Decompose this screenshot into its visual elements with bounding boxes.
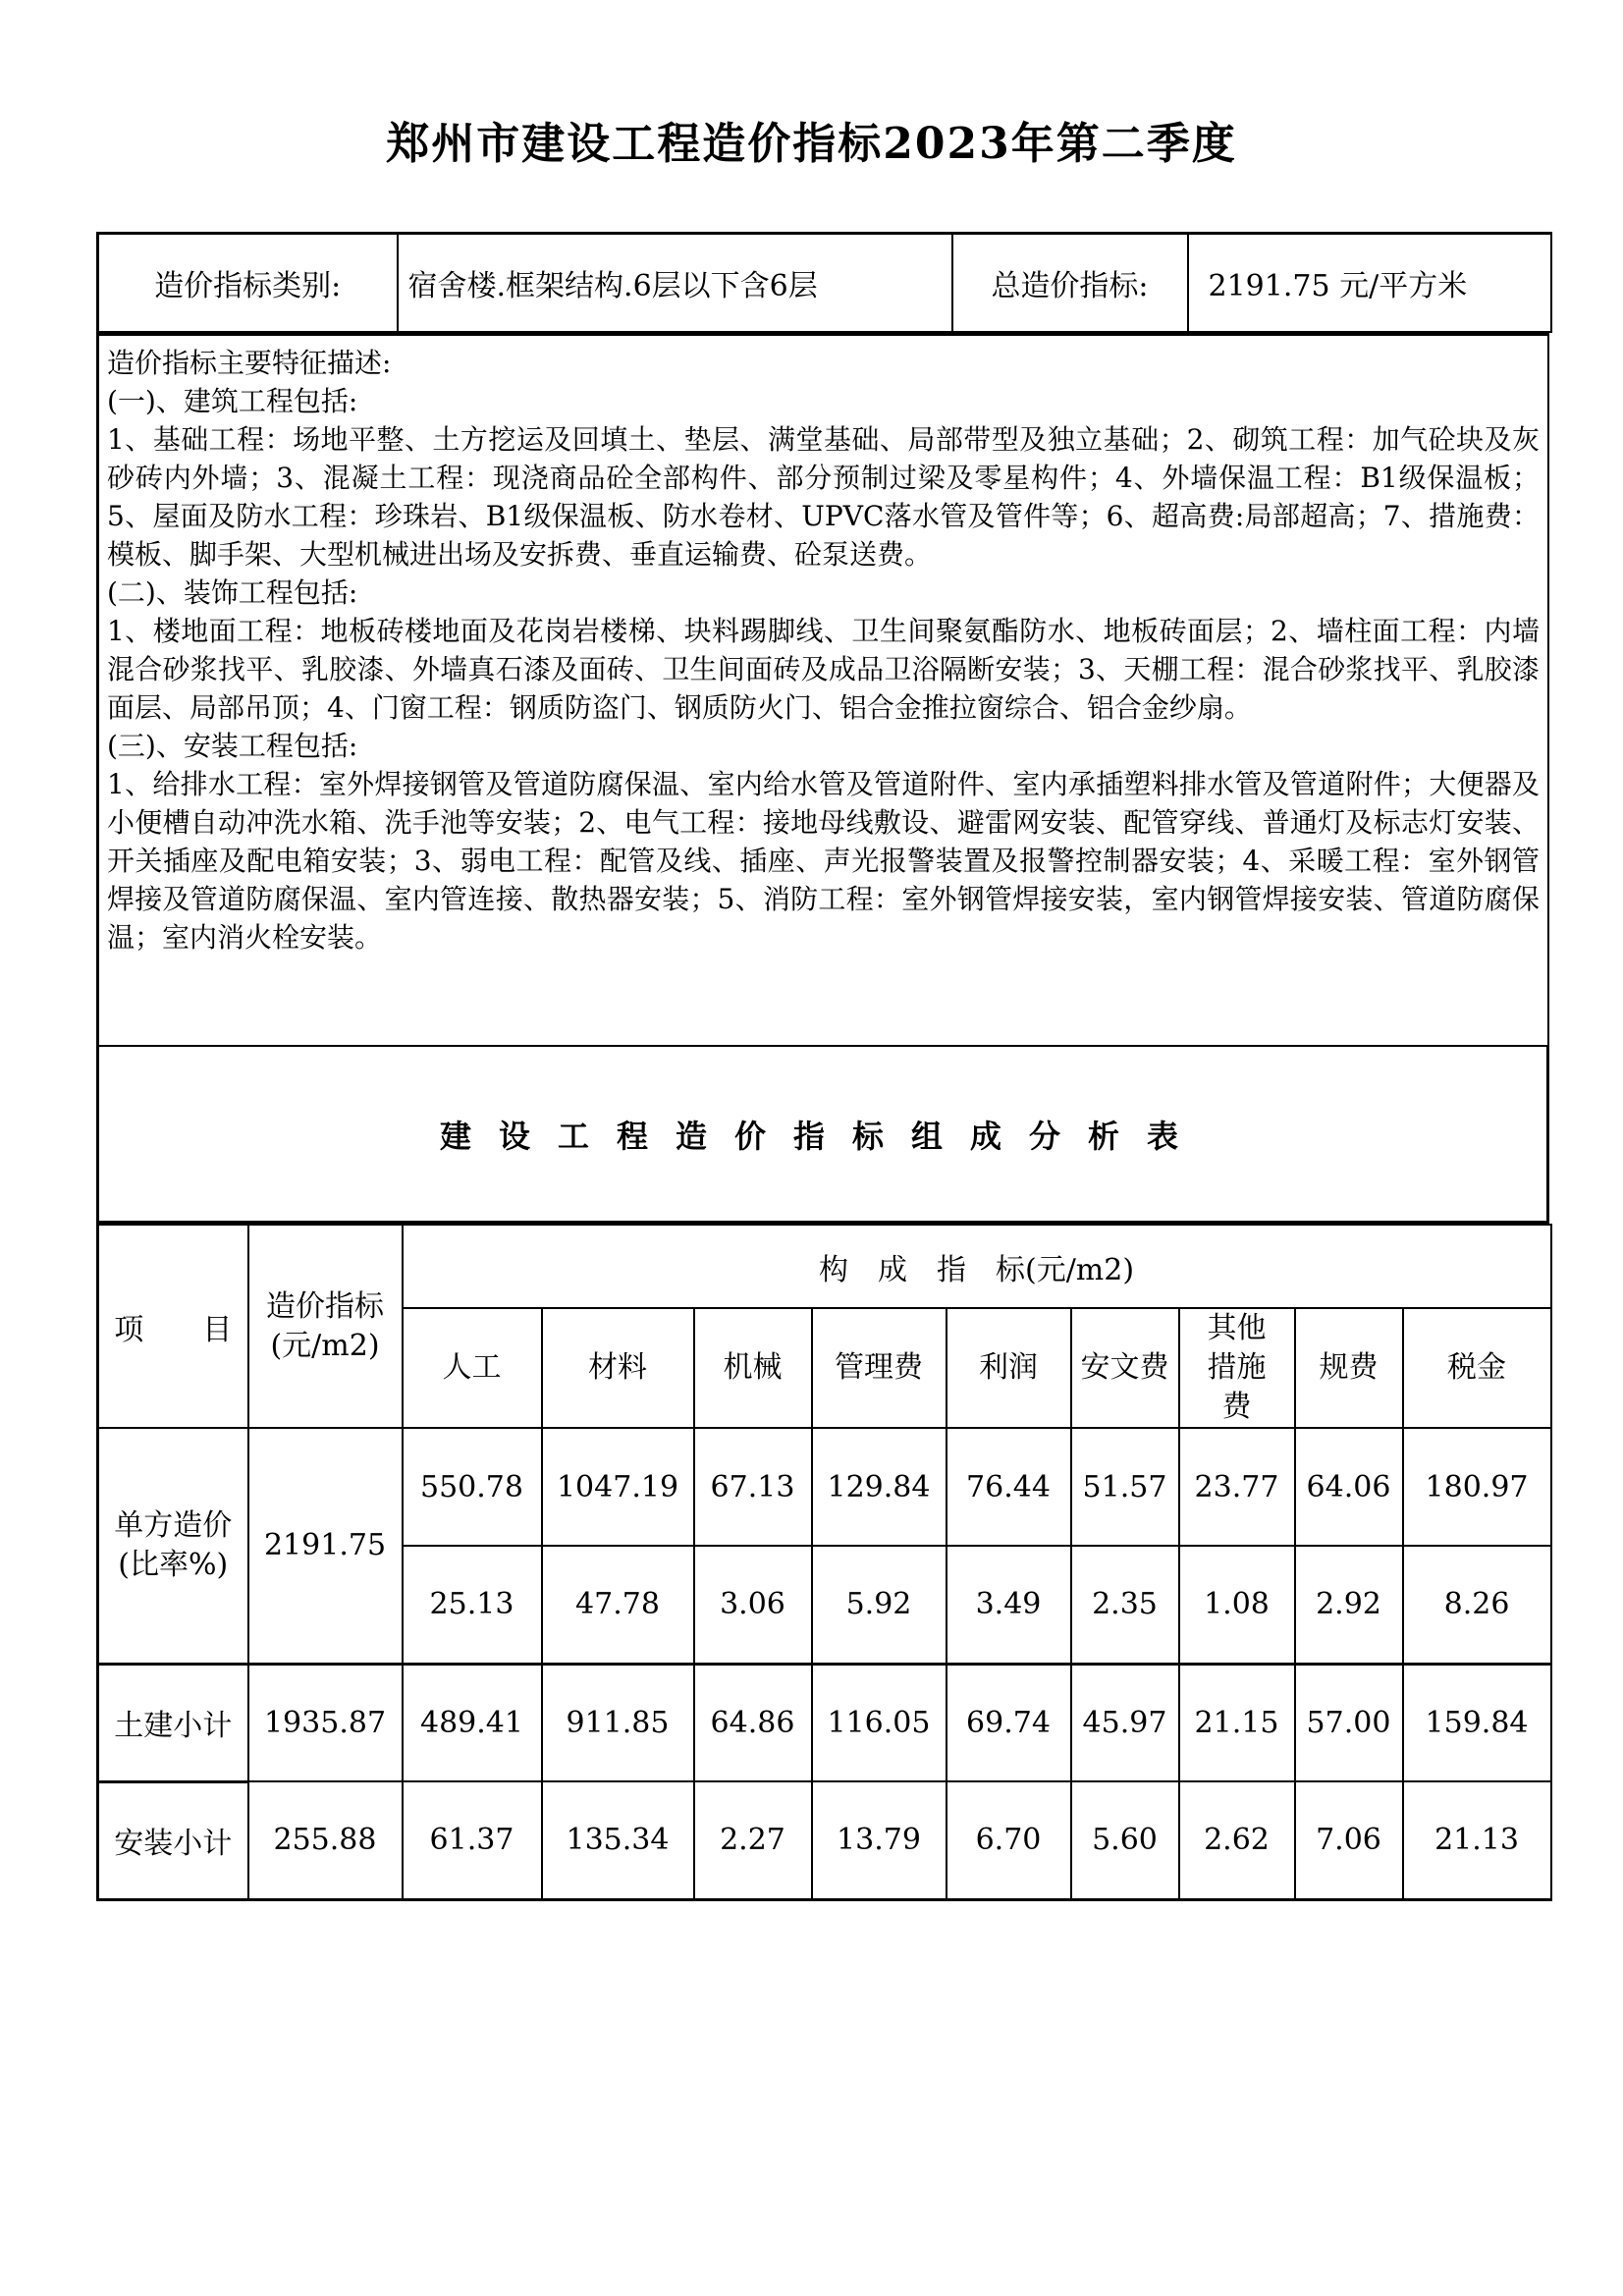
unit-value-4: 76.44 bbox=[947, 1428, 1071, 1546]
section-2-body: 1、楼地面工程：地板砖楼地面及花岗岩楼梯、块料踢脚线、卫生间聚氨酯防水、地板砖面层；2、墙柱面工程：内墙混合砂浆找平、乳胶漆、外墙真石漆及面砖、卫生间面砖及成品卫浴隔断安装；3、天棚工程：混合砂浆找平、乳胶漆面层、局部吊顶；4、门窗工程：钢质防盗门、钢质防火门、铝合金推拉窗综合、铝合金纱扇。 bbox=[107, 615, 1540, 724]
index-header-line2: (元/m2) bbox=[270, 1328, 380, 1363]
unit-row-label: 单方造价(比率%) bbox=[98, 1428, 248, 1664]
civil-value-1: 911.85 bbox=[542, 1664, 694, 1781]
ratio-value-7: 2.92 bbox=[1295, 1546, 1403, 1664]
install-value-6: 2.62 bbox=[1179, 1781, 1295, 1899]
item-header: 项 目 bbox=[98, 1225, 248, 1428]
index-header bbox=[248, 1225, 403, 1428]
component-header-7: 规费 bbox=[1295, 1308, 1403, 1428]
total-value: 2191.75 元/平方米 bbox=[1188, 234, 1551, 333]
component-header-3: 管理费 bbox=[812, 1308, 947, 1428]
analysis-table bbox=[96, 1224, 1552, 1901]
description-heading: 造价指标主要特征描述: bbox=[107, 347, 392, 379]
component-header-2: 机械 bbox=[694, 1308, 812, 1428]
header-table bbox=[96, 232, 1552, 333]
install-value-3: 13.79 bbox=[812, 1781, 947, 1899]
component-header-4: 利润 bbox=[947, 1308, 1071, 1428]
install-total: 255.88 bbox=[248, 1781, 403, 1899]
install-value-4: 6.70 bbox=[947, 1781, 1071, 1899]
component-header-0: 人工 bbox=[403, 1308, 542, 1428]
ratio-value-2: 3.06 bbox=[694, 1546, 812, 1664]
component-header-8: 税金 bbox=[1403, 1308, 1551, 1428]
civil-value-3: 116.05 bbox=[812, 1664, 947, 1781]
unit-value-6: 23.77 bbox=[1179, 1428, 1295, 1546]
civil-value-5: 45.97 bbox=[1071, 1664, 1179, 1781]
install-value-1: 135.34 bbox=[542, 1781, 694, 1899]
ratio-value-5: 2.35 bbox=[1071, 1546, 1179, 1664]
page-title: 郑州市建设工程造价指标2023年第二季度 bbox=[386, 119, 1237, 169]
unit-value-3: 129.84 bbox=[812, 1428, 947, 1546]
section-2-title: (二)、装饰工程包括: bbox=[107, 576, 358, 609]
unit-value-5: 51.57 bbox=[1071, 1428, 1179, 1546]
composition-header: 构 成 指 标(元/m2) bbox=[403, 1225, 1551, 1308]
component-header-6: 其他措施费 bbox=[1179, 1308, 1295, 1428]
section-1-body: 1、基础工程：场地平整、土方挖运及回填土、垫层、满堂基础、局部带型及独立基础；2、砌筑工程：加气砼块及灰砂砖内外墙；3、混凝土工程：现浇商品砼全部构件、部分预制过梁及零星构件；4、外墙保温工程：B1级保温板；5、屋面及防水工程：珍珠岩、B1级保温板、防水卷材、UPVC落水管及管件等；6、超高费:局部超高；7、措施费：模板、脚手架、大型机械进出场及安拆费、垂直运输费、砼泵送费。 bbox=[107, 423, 1540, 571]
install-value-5: 5.60 bbox=[1071, 1781, 1179, 1899]
total-label: 总造价指标: bbox=[952, 234, 1188, 333]
civil-value-4: 69.74 bbox=[947, 1664, 1071, 1781]
section-1-title: (一)、建筑工程包括: bbox=[107, 385, 358, 417]
civil-value-8: 159.84 bbox=[1403, 1664, 1551, 1781]
section-3-body: 1、给排水工程：室外焊接钢管及管道防腐保温、室内给水管及管道附件、室内承插塑料排水管及管道附件；大便器及小便槽自动冲洗水箱、洗手池等安装；2、电气工程：接地母线敷设、避雷网安装、配管穿线、普通灯及标志灯安装、开关插座及配电箱安装；3、弱电工程：配管及线、插座、声光报警装置及报警控制器安装；4、采暖工程：室外钢管焊接及管道防腐保温、室内管连接、散热器安装；5、消防工程：室外钢管焊接安装，室内钢管焊接安装、管道防腐保温；室内消火栓安装。 bbox=[107, 768, 1540, 954]
unit-value-0: 550.78 bbox=[403, 1428, 542, 1546]
feature-description bbox=[96, 333, 1549, 1047]
category-label: 造价指标类别: bbox=[98, 234, 398, 333]
component-header-1: 材料 bbox=[542, 1308, 694, 1428]
unit-value-2: 67.13 bbox=[694, 1428, 812, 1546]
civil-value-7: 57.00 bbox=[1295, 1664, 1403, 1781]
civil-value-0: 489.41 bbox=[403, 1664, 542, 1781]
ratio-value-4: 3.49 bbox=[947, 1546, 1071, 1664]
component-header-5: 安文费 bbox=[1071, 1308, 1179, 1428]
install-value-2: 2.27 bbox=[694, 1781, 812, 1899]
ratio-value-1: 47.78 bbox=[542, 1546, 694, 1664]
civil-value-6: 21.15 bbox=[1179, 1664, 1295, 1781]
install-value-8: 21.13 bbox=[1403, 1781, 1551, 1899]
section-3-title: (三)、安装工程包括: bbox=[107, 730, 358, 762]
unit-total: 2191.75 bbox=[248, 1428, 403, 1664]
install-value-0: 61.37 bbox=[403, 1781, 542, 1899]
install-value-7: 7.06 bbox=[1295, 1781, 1403, 1899]
ratio-value-0: 25.13 bbox=[403, 1546, 542, 1664]
unit-value-7: 64.06 bbox=[1295, 1428, 1403, 1546]
index-header-line1: 造价指标 bbox=[266, 1288, 384, 1324]
unit-value-8: 180.97 bbox=[1403, 1428, 1551, 1546]
unit-value-1: 1047.19 bbox=[542, 1428, 694, 1546]
ratio-value-3: 5.92 bbox=[812, 1546, 947, 1664]
civil-total: 1935.87 bbox=[248, 1664, 403, 1781]
cost-index-sheet bbox=[96, 232, 1549, 1901]
category-value: 宿舍楼.框架结构.6层以下含6层 bbox=[398, 234, 952, 333]
install-label: 安装小计 bbox=[98, 1781, 248, 1899]
ratio-value-8: 8.26 bbox=[1403, 1546, 1551, 1664]
civil-label: 土建小计 bbox=[98, 1664, 248, 1781]
civil-value-2: 64.86 bbox=[694, 1664, 812, 1781]
analysis-table-title: 建设工程造价指标组成分析表 bbox=[96, 1047, 1549, 1224]
ratio-value-6: 1.08 bbox=[1179, 1546, 1295, 1664]
